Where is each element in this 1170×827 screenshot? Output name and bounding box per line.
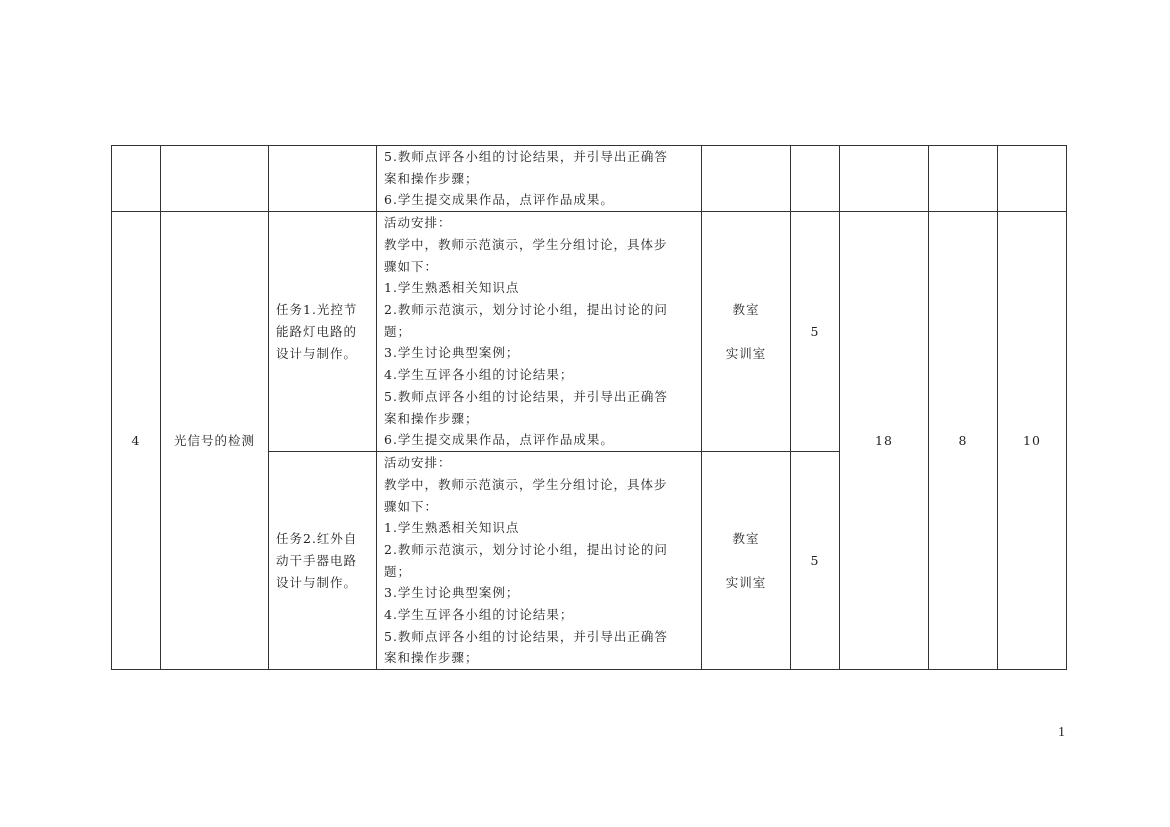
place-classroom: 教室: [732, 530, 760, 546]
activity-line: 活动安排：: [384, 455, 452, 471]
activity-line: 6.学生提交成果作品，点评作品成果。: [384, 432, 614, 448]
activity-line: 1.学生熟悉相关知识点: [384, 280, 520, 296]
hours-cell: 5: [791, 212, 840, 452]
activity-line: 5.教师点评各小组的讨论结果，并引导出正确答: [384, 388, 668, 404]
hours-cell: [791, 146, 840, 212]
activity-line: 案和操作步骤；: [384, 650, 479, 666]
activity-line: 6.学生提交成果作品，点评作品成果。: [384, 192, 614, 208]
place-cell: [702, 452, 791, 670]
activity-line: 题；: [384, 323, 412, 339]
place-cell: [702, 212, 791, 452]
course-schedule-table: [111, 145, 1067, 670]
activity-line: 3.学生讨论典型案例；: [384, 585, 520, 601]
activity-line: 3.学生讨论典型案例；: [384, 345, 520, 361]
task-cell: [269, 452, 377, 670]
place-lab: 实训室: [725, 574, 767, 590]
activity-cell: [377, 146, 702, 212]
place-lab: 实训室: [725, 345, 767, 361]
activity-line: 2.教师示范演示，划分讨论小组，提出讨论的问: [384, 541, 668, 557]
activity-line: 1.学生熟悉相关知识点: [384, 520, 520, 536]
activity-line: 5.教师点评各小组的讨论结果，并引导出正确答: [384, 149, 668, 164]
activity-line: 题；: [384, 563, 412, 579]
activity-line: 案和操作步骤；: [384, 410, 479, 426]
table-row-continued: [112, 146, 1067, 212]
activity-line: 4.学生互评各小组的讨论结果；: [384, 607, 574, 623]
practice-hours-cell: [998, 146, 1067, 212]
activity-line: 4.学生互评各小组的讨论结果；: [384, 367, 574, 383]
activity-line: 骤如下：: [384, 258, 439, 274]
activity-line: 5.教师点评各小组的讨论结果，并引导出正确答: [384, 628, 668, 644]
activity-line: 教学中，教师示范演示，学生分组讨论，具体步: [384, 476, 668, 492]
activity-line: 2.教师示范演示，划分讨论小组，提出讨论的问: [384, 302, 668, 318]
theory-hours-cell: [929, 146, 998, 212]
task-name: 任务2.红外自动干手器电路设计与制作。: [276, 530, 358, 590]
no-cell: 4: [112, 212, 161, 670]
activity-line: 教学中，教师示范演示，学生分组讨论，具体步: [384, 236, 668, 252]
module-cell: [161, 146, 269, 212]
activity-line: 骤如下：: [384, 498, 439, 514]
activity-line: 活动安排：: [384, 215, 452, 231]
no-cell: [112, 146, 161, 212]
theory-hours-cell: 8: [929, 212, 998, 670]
table-row-task-1: [112, 212, 1067, 452]
total-hours-cell: [840, 146, 929, 212]
place-classroom: 教室: [732, 301, 760, 317]
hours-cell: 5: [791, 452, 840, 670]
task-name: 任务1.光控节能路灯电路的设计与制作。: [276, 301, 358, 361]
activity-cell: [377, 212, 702, 452]
page-number: 1: [1058, 725, 1065, 740]
activity-line: 案和操作步骤；: [384, 170, 479, 186]
module-cell: 光信号的检测: [161, 212, 269, 670]
task-cell: [269, 212, 377, 452]
activity-cell: [377, 452, 702, 670]
total-hours-cell: 18: [840, 212, 929, 670]
task-cell: [269, 146, 377, 212]
place-cell: [702, 146, 791, 212]
practice-hours-cell: 10: [998, 212, 1067, 670]
